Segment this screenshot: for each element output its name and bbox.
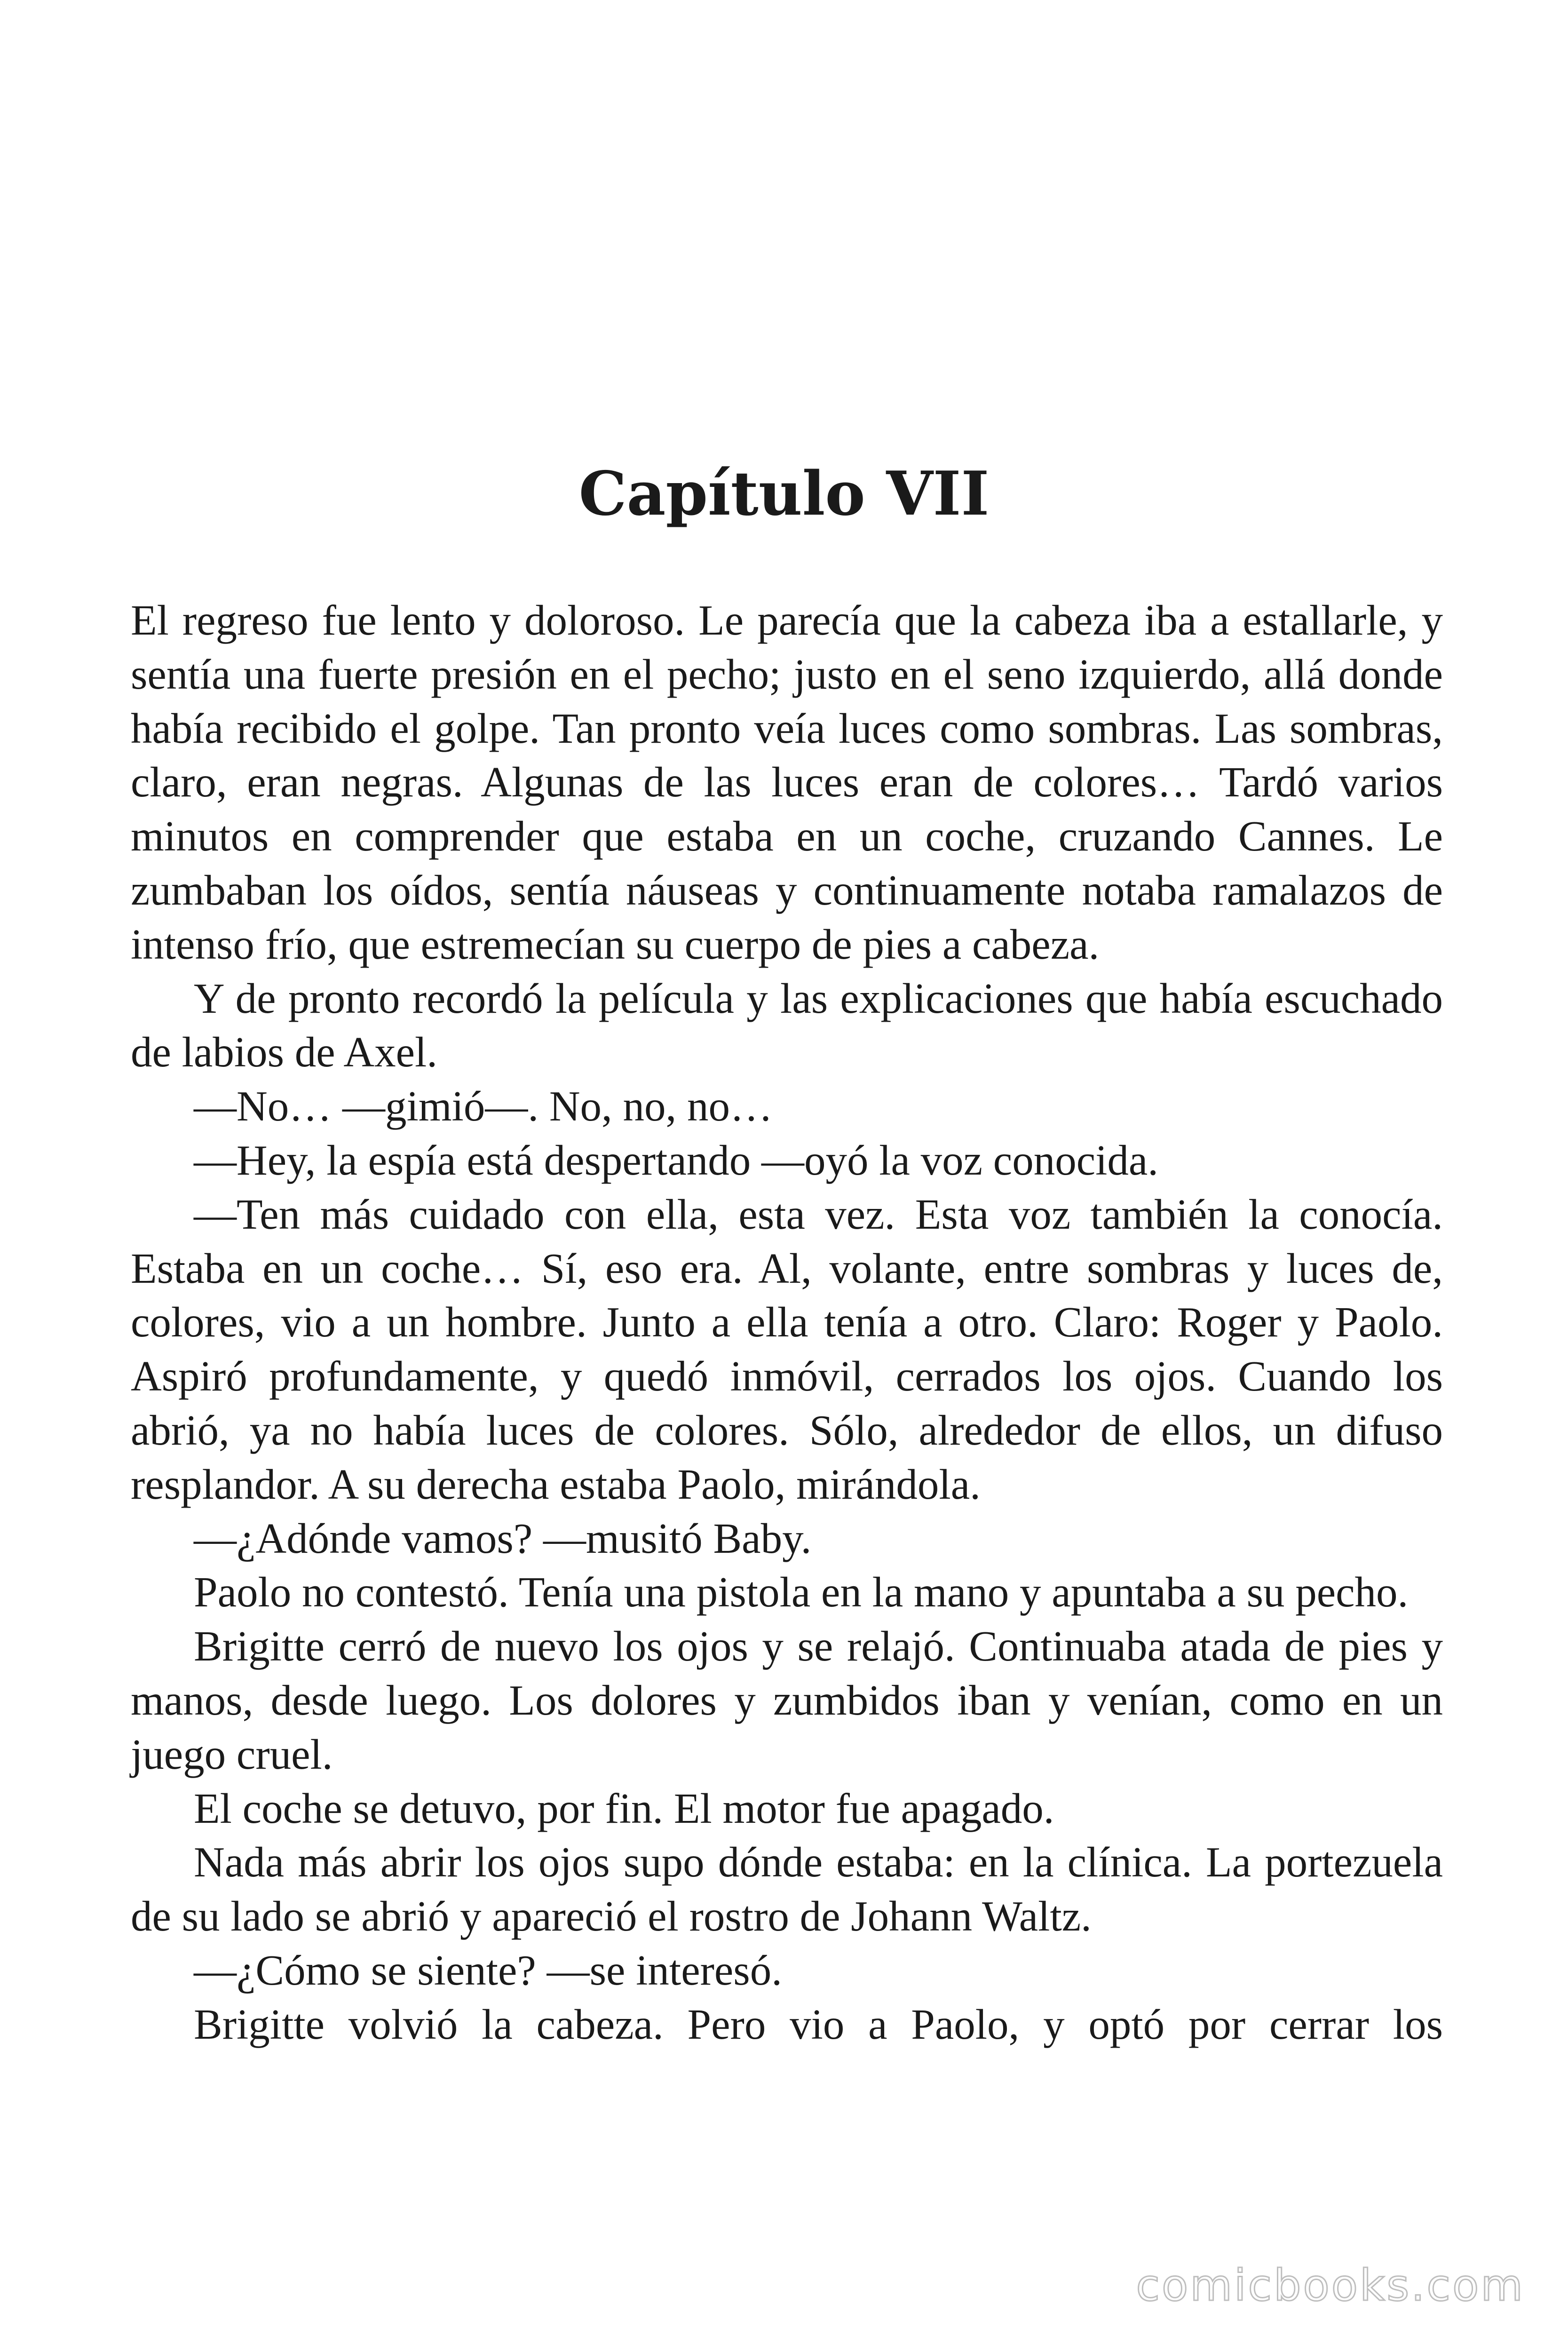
dialogue-line: —No… —gimió—. No, no, no… (194, 1082, 773, 1130)
paragraph: Paolo no contestó. Tenía una pistola en la mano y apuntaba a su pecho. (194, 1568, 1409, 1616)
dialogue-line: —Hey, la espía está despertando —oyó la voz conocida. (194, 1136, 1159, 1184)
paragraph: —Ten más cuidado con ella, esta vez. Esta voz también la conocía. Estaba en un coche… Sí, eso era. Al, volante, entre sombras y luces de, colores, vio a un hombre. Junto a ella tenía a otro. Claro: Roger y Paolo. Aspiró profundamente, y quedó inmóvil, cerrados los ojos. Cuando los abrió, ya no había luces de colores. Sólo, alrededor de ellos, un difuso resplandor. A su derecha estaba Paolo, mirándola. (131, 1190, 1443, 1508)
dialogue-line: —¿Cómo se siente? —se interesó. (194, 1946, 782, 1994)
watermark: comicbooks.com (1136, 2260, 1525, 2311)
paragraph: Y de pronto recordó la película y las explicaciones que había escuchado de labios de Axel. (131, 974, 1443, 1076)
paragraph: Brigitte cerró de nuevo los ojos y se relajó. Continuaba atada de pies y manos, desde luego. Los dolores y zumbidos iban y venían, como en un juego cruel. (131, 1622, 1443, 1778)
dialogue-line: —¿Adónde vamos? —musitó Baby. (194, 1514, 812, 1562)
chapter-title: Capítulo VII (578, 459, 990, 529)
paragraph: El coche se detuvo, por fin. El motor fue apagado. (194, 1784, 1054, 1832)
chapter-body (131, 594, 1443, 2052)
paragraph: Nada más abrir los ojos supo dónde estaba: en la clínica. La portezuela de su lado se abrió y apareció el rostro de Johann Waltz. (131, 1838, 1443, 1940)
paragraph: El regreso fue lento y doloroso. Le parecía que la cabeza iba a estallarle, y sentía una fuerte presión en el pecho; justo en el seno izquierdo, allá donde había recibido el golpe. Tan pronto veía luces como sombras. Las sombras, claro, eran negras. Algunas de las luces eran de colores… Tardó varios minutos en comprender que estaba en un coche, cruzando Cannes. Le zumbaban los oídos, sentía náuseas y continuamente notaba ramalazos de intenso frío, que estremecían su cuerpo de pies a cabeza. (131, 596, 1443, 968)
paragraph: Brigitte volvió la cabeza. Pero vio a Paolo, y optó por cerrar los (194, 2000, 1443, 2048)
